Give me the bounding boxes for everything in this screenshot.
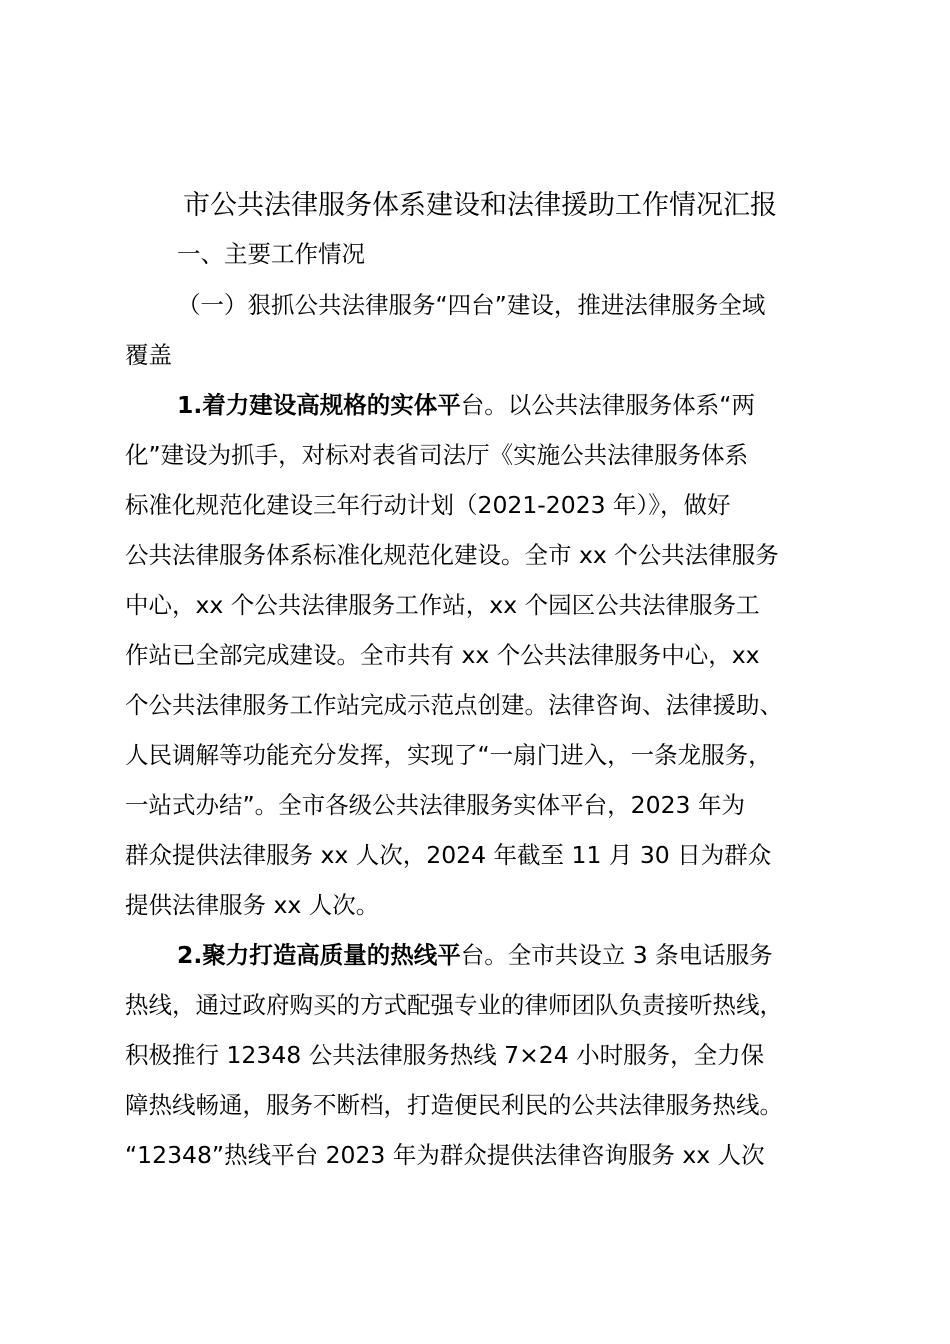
- subsection-heading: （一）狠抓公共法律服务“四台”建设，推进法律服务全域: [177, 291, 766, 319]
- paragraph-line: 中心，xx 个公共法律服务工作站，xx 个园区公共法律服务工: [125, 591, 760, 619]
- paragraph-line: 积极推行 12348 公共法律服务热线 7×24 小时服务，全力保: [125, 1041, 765, 1069]
- paragraph-line: “12348”热线平台 2023 年为群众提供法律咨询服务 xx 人次: [125, 1141, 765, 1169]
- section-heading: 一、主要工作情况: [177, 240, 365, 268]
- paragraph-line: 化”建设为抓手，对标对表省司法厅《实施公共法律服务体系: [125, 441, 749, 469]
- item-heading-bold: 1.着力建设高规格的实体平: [177, 391, 461, 419]
- paragraph-line: 人民调解等功能充分发挥，实现了“一扇门进入，一条龙服务，: [125, 741, 772, 769]
- paragraph-line: 群众提供法律服务 xx 人次，2024 年截至 11 月 30 日为群众: [125, 841, 772, 869]
- paragraph-line: 提供法律服务 xx 人次。: [125, 891, 380, 919]
- paragraph-line: 热线，通过政府购买的方式配强专业的律师团队负责接听热线，: [125, 991, 783, 1019]
- item-heading-rest: 台。全市共设立 3 条电话服务: [460, 941, 773, 969]
- paragraph-line: [177, 930, 773, 980]
- paragraph-line: 障热线畅通，服务不断档，打造便民利民的公共法律服务热线。: [125, 1091, 783, 1119]
- paragraph-line: 公共法律服务体系标准化规范化建设。全市 xx 个公共法律服务: [125, 541, 779, 569]
- paragraph-line: [177, 380, 755, 430]
- subsection-heading-cont: 覆盖: [125, 341, 172, 369]
- document-title: 市公共法律服务体系建设和法律援助工作情况汇报: [183, 190, 777, 221]
- item-heading-rest: 台。以公共法律服务体系“两: [460, 391, 755, 419]
- item-heading-bold: 2.聚力打造高质量的热线平: [177, 941, 461, 969]
- paragraph-line: 一站式办结”。全市各级公共法律服务实体平台，2023 年为: [125, 791, 745, 819]
- paragraph-line: 标准化规范化建设三年行动计划（2021-2023 年）》，做好: [125, 491, 731, 519]
- paragraph-line: 个公共法律服务工作站完成示范点创建。法律咨询、法律援助、: [125, 691, 783, 719]
- paragraph-line: 作站已全部完成建设。全市共有 xx 个公共法律服务中心，xx: [125, 641, 760, 669]
